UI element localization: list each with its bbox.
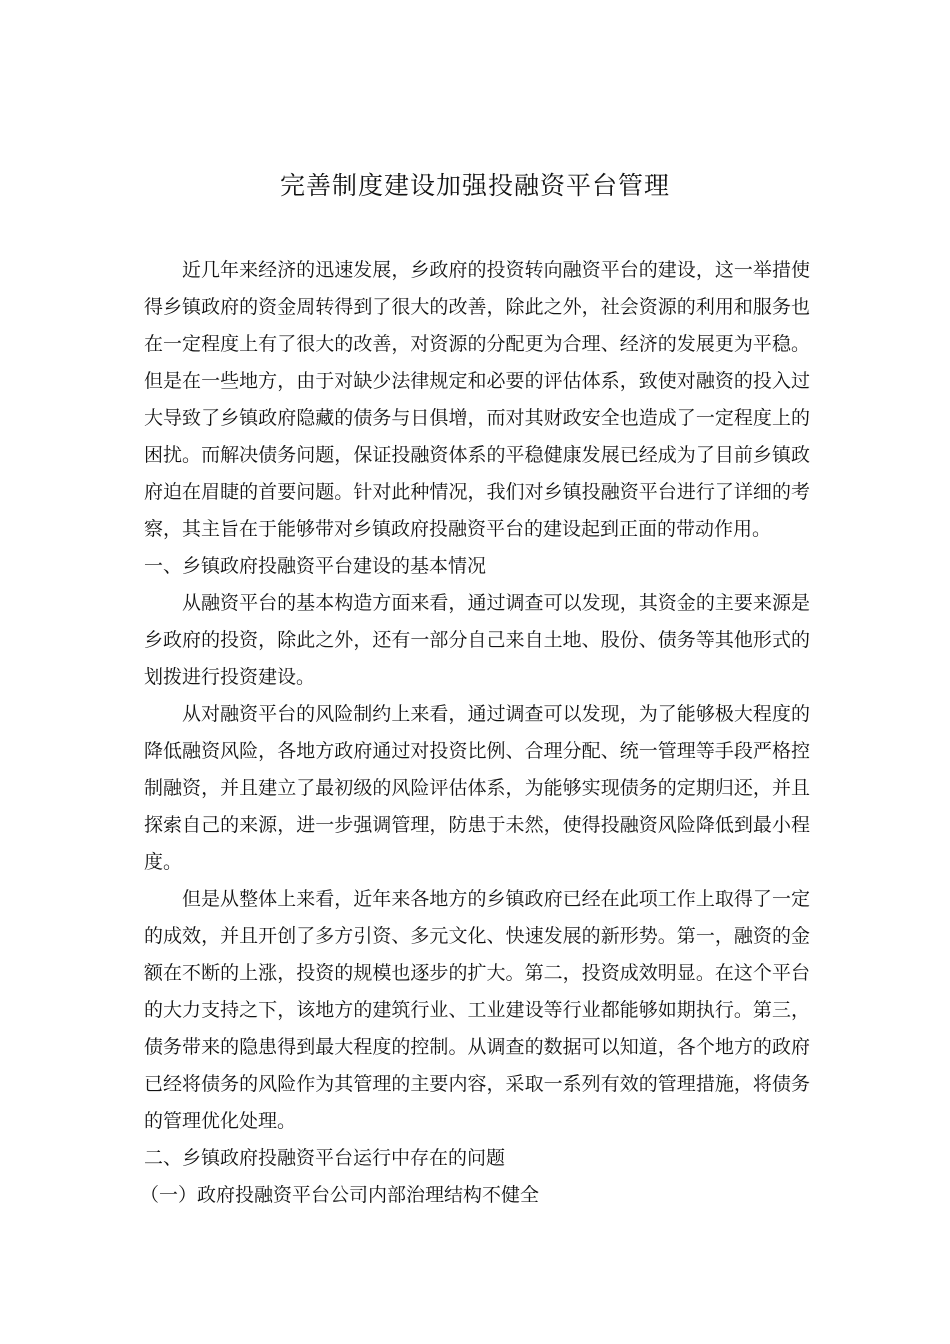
subsection-heading-2-1: （一）政府投融资平台公司内部治理结构不健全 (140, 1184, 540, 1206)
paragraph-risk-control: 从对融资平台的风险制约上来看，通过调查可以发现，为了能够极大程度的降低融资风险，各地方政府通过对投资比例、合理分配、统一管理等手段严格控制融资，并且建立了最初级的风险评估体系，为能够实现债务的定期归还，并且探索自己的来源，进一步强调管理，防患于未然，使得投融资风险降低到最小程度。 (144, 703, 810, 873)
paragraph-overall-results: 但是从整体上来看，近年来各地方的乡镇政府已经在此项工作上取得了一定的成效，并且开创了多方引资、多元文化、快速发展的新形势。第一，融资的金额在不断的上涨，投资的规模也逐步的扩大。第二，投资成效明显。在这个平台的大力支持之下，该地方的建筑行业、工业建设等行业都能够如期执行。第三，债务带来的隐患得到最大程度的控制。从调查的数据可以知道，各个地方的政府已经将债务的风险作为其管理的主要内容，采取一系列有效的管理措施，将债务的管理优化处理。 (144, 888, 810, 1132)
document-body (140, 252, 810, 1214)
section-heading-1: 一、乡镇政府投融资平台建设的基本情况 (144, 555, 487, 577)
section-heading-2: 二、乡镇政府投融资平台运行中存在的问题 (144, 1147, 506, 1169)
intro-paragraph: 近几年来经济的迅速发展，乡政府的投资转向融资平台的建设，这一举措使得乡镇政府的资金周转得到了很大的改善，除此之外，社会资源的利用和服务也在一定程度上有了很大的改善，对资源的分配更为合理、经济的发展更为平稳。但是在一些地方，由于对缺少法律规定和必要的评估体系，致使对融资的投入过大导致了乡镇政府隐藏的债务与日俱增，而对其财政安全也造成了一定程度上的困扰。而解决债务问题，保证投融资体系的平稳健康发展已经成为了目前乡镇政府迫在眉睫的首要问题。针对此种情况，我们对乡镇投融资平台进行了详细的考察，其主旨在于能够带对乡镇政府投融资平台的建设起到正面的带动作用。 (144, 259, 810, 540)
document-title: 完善制度建设加强投融资平台管理 (279, 171, 670, 200)
paragraph-funding-sources: 从融资平台的基本构造方面来看，通过调查可以发现，其资金的主要来源是乡政府的投资，除此之外，还有一部分自己来自土地、股份、债务等其他形式的划拨进行投资建设。 (144, 592, 810, 688)
